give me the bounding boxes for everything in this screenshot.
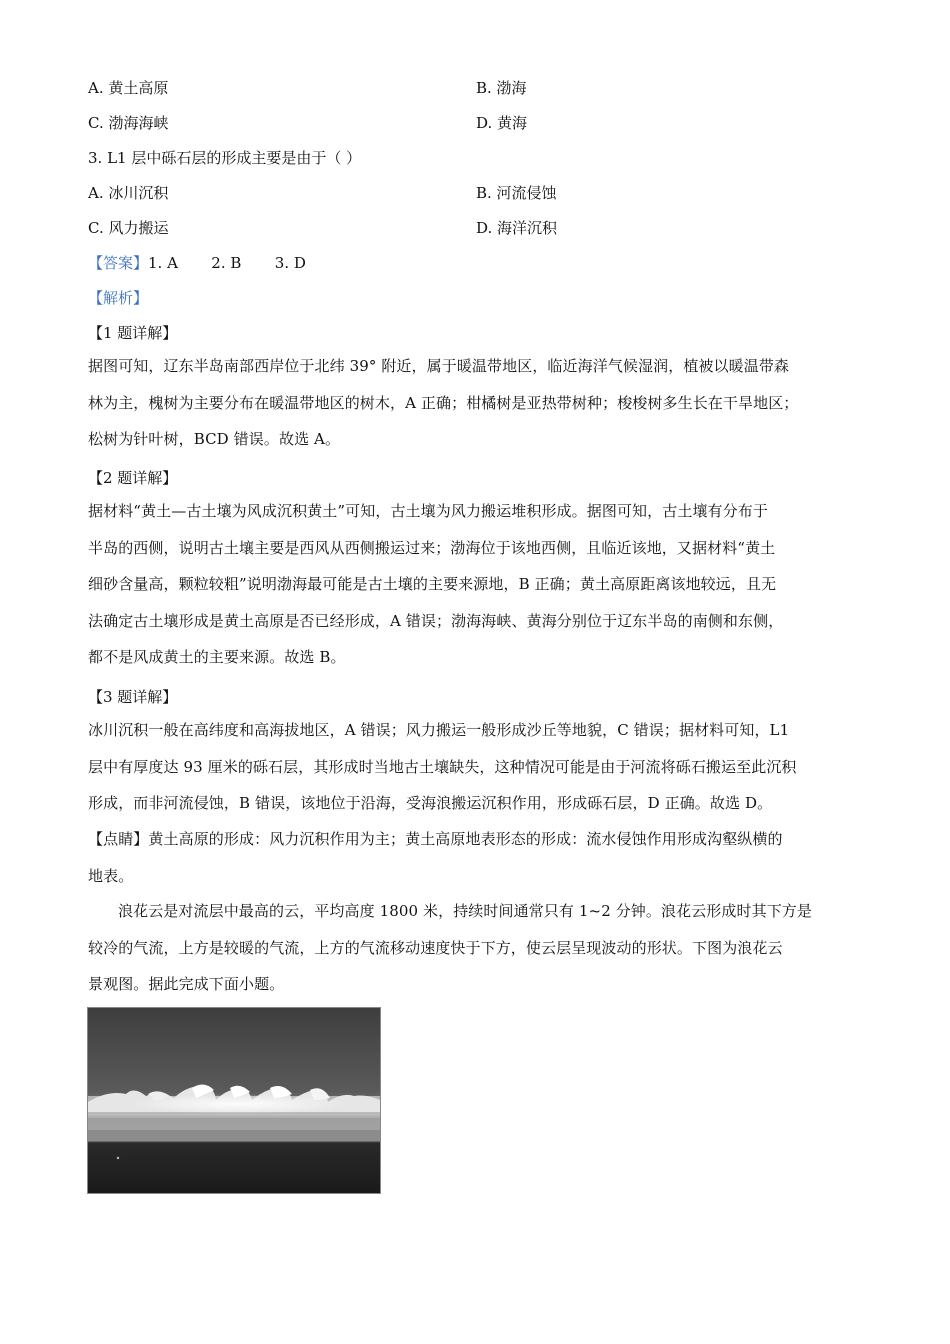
answer-label: 【答案】 <box>88 254 149 272</box>
detail2-paragraph <box>88 493 860 676</box>
q2-option-c: C. 渤海海峡 <box>88 114 169 132</box>
detail2-line-3: 细砂含量高，颗粒较粗”说明渤海最可能是古土壤的主要来源地，B 正确；黄土高原距离该地较远，且无 <box>88 575 777 593</box>
detail1-label: 【1 题详解】 <box>88 324 178 342</box>
q3-option-b: B. 河流侵蚀 <box>476 184 557 202</box>
detail3-line-3: 形成，而非河流侵蚀，B 错误，该地位于沿海，受海浪搬运沉积作用，形成砾石层，D 正确。故选 D。 <box>88 794 773 812</box>
q2-option-d: D. 黄海 <box>476 114 528 132</box>
wave-cloud-image <box>88 1008 380 1193</box>
q3-option-a: A. 冰川沉积 <box>88 184 169 202</box>
detail1-line-1: 据图可知，辽东半岛南部西岸位于北纬 39° 附近，属于暖温带地区，临近海洋气候湿润，植被以暖温带森 <box>88 357 790 375</box>
q2-option-a: A. 黄土高原 <box>88 79 169 97</box>
q3-option-c: C. 风力搬运 <box>88 219 169 237</box>
detail2-line-1: 据材料“黄土—古土壤为风成沉积黄土”可知，古土壤为风力搬运堆积形成。据图可知，古土壤有分布于 <box>88 502 768 520</box>
q3-stem: 3. L1 层中砾石层的形成主要是由于（ ） <box>88 149 362 167</box>
q2-option-b: B. 渤海 <box>476 79 527 97</box>
tip-line-1 <box>88 821 860 858</box>
detail3-paragraph <box>88 712 860 822</box>
q3-option-d: D. 海洋沉积 <box>476 219 558 237</box>
detail2-line-4: 法确定古土壤形成是黄土高原是否已经形成，A 错误；渤海海峡、黄海分别位于辽东半岛的南侧和东侧， <box>88 611 784 630</box>
detail1-line-2: 林为主，槐树为主要分布在暖温带地区的树木，A 正确；柑橘树是亚热带树种；梭梭树多生长在干旱地区； <box>88 393 799 412</box>
tip-line-2: 地表。 <box>88 866 134 885</box>
tip-paragraph <box>88 821 860 894</box>
wave-cloud-photo <box>87 1007 381 1194</box>
detail2-line-5: 都不是风成黄土的主要来源。故选 B。 <box>88 648 346 666</box>
analysis-label: 【解析】 <box>88 289 149 307</box>
detail2-label: 【2 题详解】 <box>88 469 178 487</box>
detail3-label: 【3 题详解】 <box>88 688 178 706</box>
intro-line-1: 浪花云是对流层中最高的云，平均高度 1800 米，持续时间通常只有 1~2 分钟。浪花云形成时其下方是 <box>118 902 813 920</box>
answer-text: 1. A 2. B 3. D <box>148 254 306 272</box>
detail1-line-3: 松树为针叶树，BCD 错误。故选 A。 <box>88 430 341 448</box>
intro-line-3: 景观图。据此完成下面小题。 <box>88 975 285 993</box>
detail1-paragraph <box>88 348 860 458</box>
detail2-line-2: 半岛的西侧，说明古土壤主要是西风从西侧搬运过来；渤海位于该地西侧，且临近该地，又据材料“黄土 <box>88 538 776 557</box>
detail3-line-2: 层中有厚度达 93 厘米的砾石层，其形成时当地古土壤缺失，这种情况可能是由于河流将砾石搬运至此沉积 <box>88 757 797 776</box>
detail3-line-1: 冰川沉积一般在高纬度和高海拔地区，A 错误；风力搬运一般形成沙丘等地貌，C 错误；据材料可知，L1 <box>88 721 790 739</box>
tip-line-1-text: 黄土高原的形成：风力沉积作用为主；黄土高原地表形态的形成：流水侵蚀作用形成沟壑纵横的 <box>148 830 783 848</box>
intro-paragraph <box>88 893 860 1003</box>
tip-label: 【点睛】 <box>88 830 149 848</box>
answer-line <box>88 252 858 273</box>
intro-line-2: 较冷的气流，上方是较暖的气流，上方的气流移动速度快于下方，使云层呈现波动的形状。下图为浪花云 <box>88 938 783 957</box>
